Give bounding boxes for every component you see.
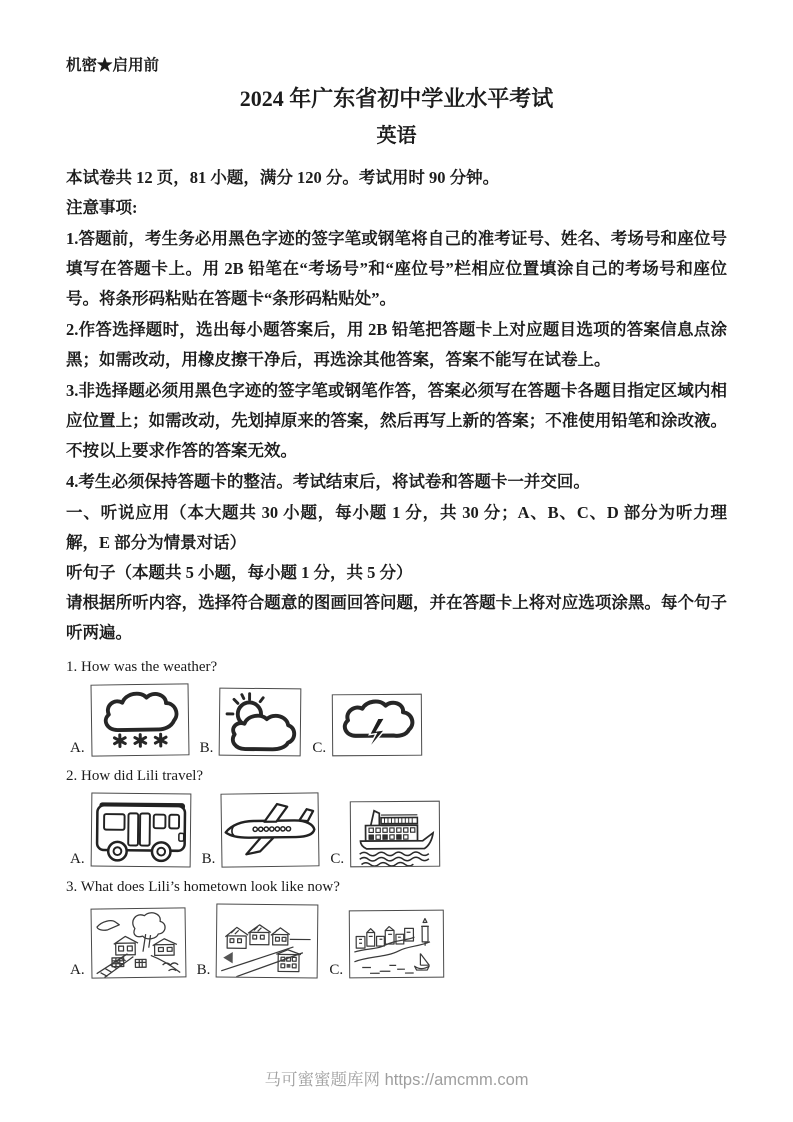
option-label-a: A.	[70, 740, 85, 756]
exam-title: 2024 年广东省初中学业水平考试	[239, 86, 554, 111]
sun-behind-cloud-image	[219, 688, 302, 757]
question-2-options	[70, 793, 727, 867]
subsection-heading: 听句子（本题共 5 小题，每小题 1 分，共 5 分）	[66, 563, 413, 582]
sun-behind-cloud-icon	[220, 689, 301, 756]
ship-icon	[351, 802, 439, 867]
snow-cloud-icon	[91, 684, 188, 755]
option-label-a: A.	[70, 962, 85, 978]
classification-label: 机密★启用前	[66, 57, 160, 74]
listening-instruction: 请根据所听内容，选择符合题意的图画回答问题，并在答题卡上将对应选项涂黑。每个句子听两遍。	[66, 593, 727, 642]
option-label-c: C.	[312, 740, 327, 756]
ship-image	[350, 801, 440, 868]
option-label-b: B.	[199, 740, 214, 756]
note-item-2: 2.作答选择题时，选出每小题答案后，用 2B 铅笔把答题卡上对应题目选项的答案信息点涂黑；如需改动，用橡皮擦干净后，再选涂其他答案，答案不能写在试卷上。	[66, 320, 727, 369]
section-heading: 一、听说应用（本大题共 30 小题，每小题 1 分，共 30 分；A、B、C、D 部分为听力理解，E 部分为情景对话）	[66, 503, 727, 552]
option-label-b: B.	[196, 962, 211, 978]
airplane-icon	[222, 793, 319, 866]
thunderstorm-cloud-icon	[333, 695, 421, 756]
note-item-3: 3.非选择题必须用黑色字迹的签字笔或钢笔作答，答案必须写在答题卡各题目指定区域内相应位置上；如需改动，先划掉原来的答案，然后再写上新的答案；不准使用铅笔和涂改液。不按以上要求作答的答案无效。	[66, 381, 727, 460]
seaside-city-image	[349, 910, 444, 979]
question-2-text: 2. How did Lili travel?	[66, 768, 204, 784]
question-3-text: 3. What does Lili’s hometown look like now?	[66, 879, 340, 895]
option-label-a: A.	[70, 851, 85, 867]
option-label-c: C.	[330, 851, 345, 867]
airplane-image	[221, 792, 320, 867]
option-label-b: B.	[201, 851, 216, 867]
question-3	[66, 877, 727, 978]
village-image	[90, 907, 186, 978]
question-1-text: 1. How was the weather?	[66, 659, 218, 675]
bus-image	[90, 792, 191, 867]
question-3-options	[70, 904, 727, 978]
note-item-4: 4.考生必须保持答题卡的整洁。考试结束后，将试卷和答题卡一并交回。	[66, 472, 590, 491]
footer-watermark: 马可蜜蜜题库网 https://amcmm.com	[264, 1071, 529, 1089]
bus-icon	[91, 793, 190, 866]
thunderstorm-cloud-image	[332, 694, 422, 757]
option-label-c: C.	[329, 962, 344, 978]
snow-cloud-image	[90, 683, 189, 756]
exam-subject: 英语	[376, 125, 417, 147]
notes-heading: 注意事项:	[66, 198, 138, 217]
town-street-image	[216, 903, 319, 978]
seaside-city-scene-icon	[350, 911, 443, 978]
question-1	[66, 657, 727, 756]
note-item-1: 1.答题前，考生务必用黑色字迹的签字笔或钢笔将自己的准考证号、姓名、考场号和座位号填写在答题卡上。用 2B 铅笔在“考场号”和“座位号”栏相应位置填涂自己的考场号和座位号。将条形码粘贴在答题卡“条形码粘贴处”。	[66, 229, 727, 308]
question-1-options	[70, 684, 727, 756]
town-street-scene-icon	[217, 904, 318, 977]
paper-info: 本试卷共 12 页，81 小题，满分 120 分。考试用时 90 分钟。	[66, 168, 500, 187]
question-2	[66, 766, 727, 867]
page-content	[66, 56, 727, 988]
village-scene-icon	[91, 908, 185, 977]
